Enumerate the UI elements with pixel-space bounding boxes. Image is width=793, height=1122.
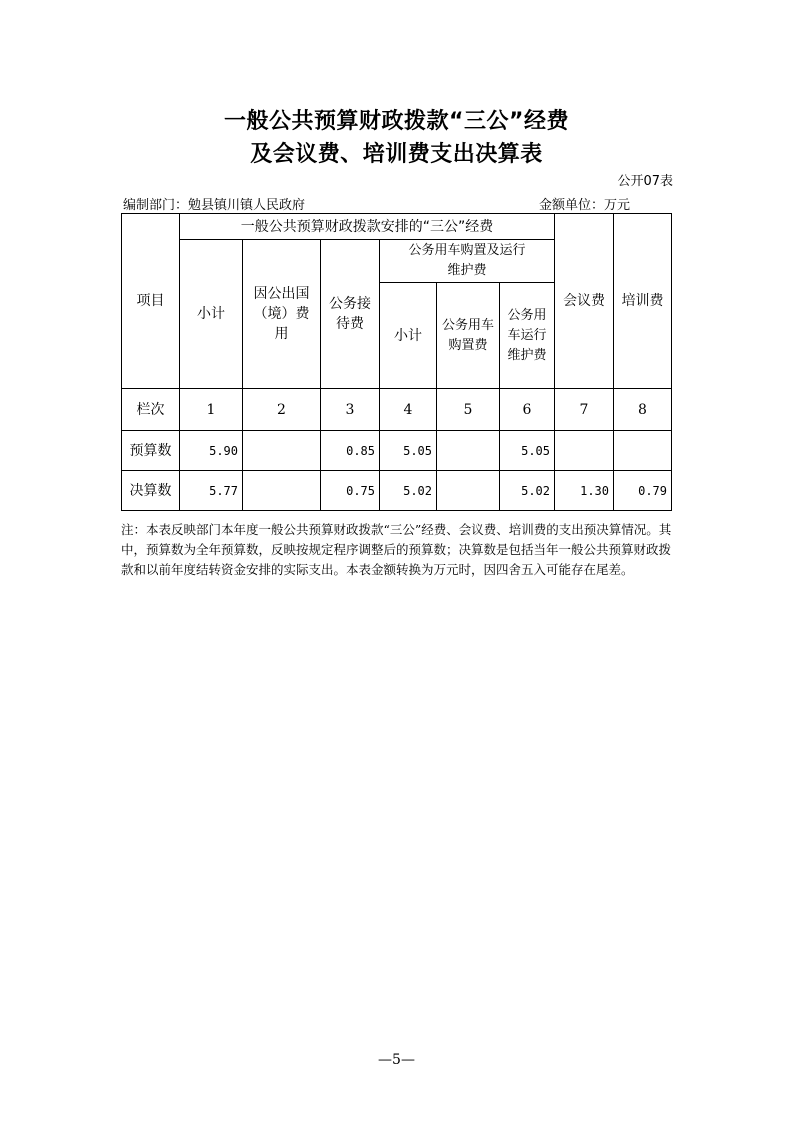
value-cell: 0.85 <box>321 431 380 471</box>
value-cell <box>243 471 321 511</box>
header-item: 项目 <box>122 214 180 389</box>
organization-label: 编制部门：勉县镇川镇人民政府 <box>123 198 306 213</box>
column-number-cell: 7 <box>555 389 614 431</box>
table-row-actual <box>122 471 672 511</box>
header-meeting-fee: 会议费 <box>555 214 614 389</box>
value-cell <box>614 431 672 471</box>
value-cell: 5.77 <box>180 471 243 511</box>
column-number-cell: 2 <box>243 389 321 431</box>
column-number-cell: 1 <box>180 389 243 431</box>
unit-label: 金额单位：万元 <box>539 198 631 213</box>
value-cell: 5.05 <box>380 431 437 471</box>
header-training-fee: 培训费 <box>614 214 672 389</box>
value-cell: 5.02 <box>380 471 437 511</box>
column-number-cell: 5 <box>437 389 500 431</box>
value-cell: 0.75 <box>321 471 380 511</box>
header-reception-fee: 公务接待费 <box>321 240 380 389</box>
value-cell: 0.79 <box>614 471 672 511</box>
report-title-line1: 一般公共预算财政拨款“三公”经费 <box>224 109 569 134</box>
table-row-budget <box>122 431 672 471</box>
form-code: 公开07表 <box>617 174 673 189</box>
value-cell <box>437 431 500 471</box>
header-vehicle-subtotal: 小计 <box>380 283 437 389</box>
value-cell <box>437 471 500 511</box>
table-note: 注：本表反映部门本年度一般公共预算财政拨款“三公”经费、会议费、培训费的支出预决算情况。其中，预算数为全年预算数，反映按规定程序调整后的预算数；决算数是包括当年一般公共预算财政拨款和以前年度结转资金安排的实际支出。本表金额转换为万元时，因四舍五入可能存在尾差。 <box>121 522 672 577</box>
header-vehicle-group: 公务用车购置及运行维护费 <box>380 240 555 283</box>
header-three-public-group: 一般公共预算财政拨款安排的“三公”经费 <box>180 214 555 240</box>
header-vehicle-operation: 公务用车运行维护费 <box>500 283 555 389</box>
column-number-cell: 6 <box>500 389 555 431</box>
value-cell: 5.90 <box>180 431 243 471</box>
table-row-column-numbers <box>122 389 672 431</box>
header-vehicle-purchase: 公务用车购置费 <box>437 283 500 389</box>
value-cell: 1.30 <box>555 471 614 511</box>
value-cell: 5.05 <box>500 431 555 471</box>
header-subtotal: 小计 <box>180 240 243 389</box>
expenditure-table <box>121 213 672 511</box>
row-label: 预算数 <box>122 431 180 471</box>
header-overseas-fee: 因公出国（境）费用 <box>243 240 321 389</box>
column-number-cell: 4 <box>380 389 437 431</box>
value-cell: 5.02 <box>500 471 555 511</box>
column-number-cell: 3 <box>321 389 380 431</box>
page-number: —5— <box>378 1052 415 1068</box>
report-title-line2: 及会议费、培训费支出决算表 <box>250 142 543 167</box>
value-cell <box>243 431 321 471</box>
row-label: 栏次 <box>122 389 180 431</box>
value-cell <box>555 431 614 471</box>
column-number-cell: 8 <box>614 389 672 431</box>
row-label: 决算数 <box>122 471 180 511</box>
